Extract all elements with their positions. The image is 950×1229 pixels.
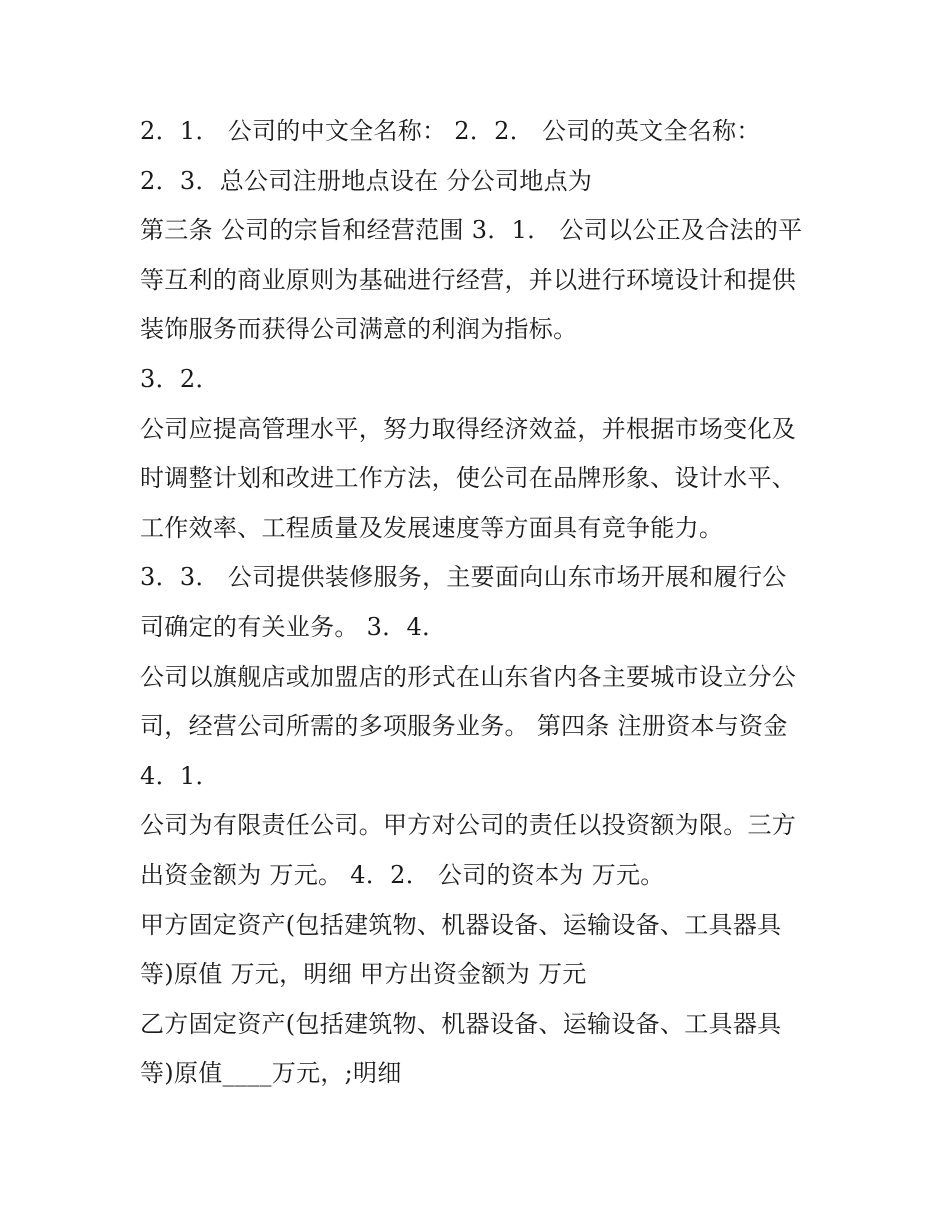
text-line: 公司为有限责任公司。甲方对公司的责任以投资额为限。三方 <box>140 811 797 840</box>
text-line: 3．2． <box>140 364 220 393</box>
text-line: 甲方固定资产(包括建筑物、机器设备、运输设备、工具器具 <box>140 910 782 939</box>
text-line: 出资金额为 万元。 4．2． 公司的资本为 万元。 <box>140 860 665 889</box>
document-body <box>140 107 820 1099</box>
text-line: 司确定的有关业务。 3．4． <box>140 612 447 641</box>
text-line: 2．3．总公司注册地点设在 分公司地点为 <box>140 166 593 195</box>
text-line: 等)原值 万元，明细 甲方出资金额为 万元 <box>140 960 587 989</box>
text-line: 公司以旗舰店或加盟店的形式在山东省内各主要城市设立分公 <box>140 662 797 691</box>
text-line: 2．1． 公司的中文全名称： 2．2． 公司的英文全名称： <box>140 117 761 145</box>
text-line: 乙方固定资产(包括建筑物、机器设备、运输设备、工具器具 <box>140 1009 782 1038</box>
text-line: 时调整计划和改进工作方法，使公司在品牌形象、设计水平、 <box>140 464 797 493</box>
text-line: 等互利的商业原则为基础进行经营，并以进行环境设计和提供 <box>140 265 797 294</box>
text-line: 4．1． <box>140 761 220 790</box>
text-line: 3．3． 公司提供装修服务，主要面向山东市场开展和履行公 <box>140 563 787 592</box>
text-line: 第三条 公司的宗旨和经营范围 3．1． 公司以公正及合法的平 <box>140 216 803 245</box>
text-line: 工作效率、工程质量及发展速度等方面具有竞争能力。 <box>140 513 724 542</box>
text-line: 装饰服务而获得公司满意的利润为指标。 <box>140 315 578 344</box>
text-line: 司，经营公司所需的多项服务业务。 第四条 注册资本与资金 <box>140 712 788 741</box>
text-line: 等)原值____万元，;明细 <box>140 1059 402 1088</box>
text-line: 公司应提高管理水平，努力取得经济效益，并根据市场变化及 <box>140 414 797 443</box>
